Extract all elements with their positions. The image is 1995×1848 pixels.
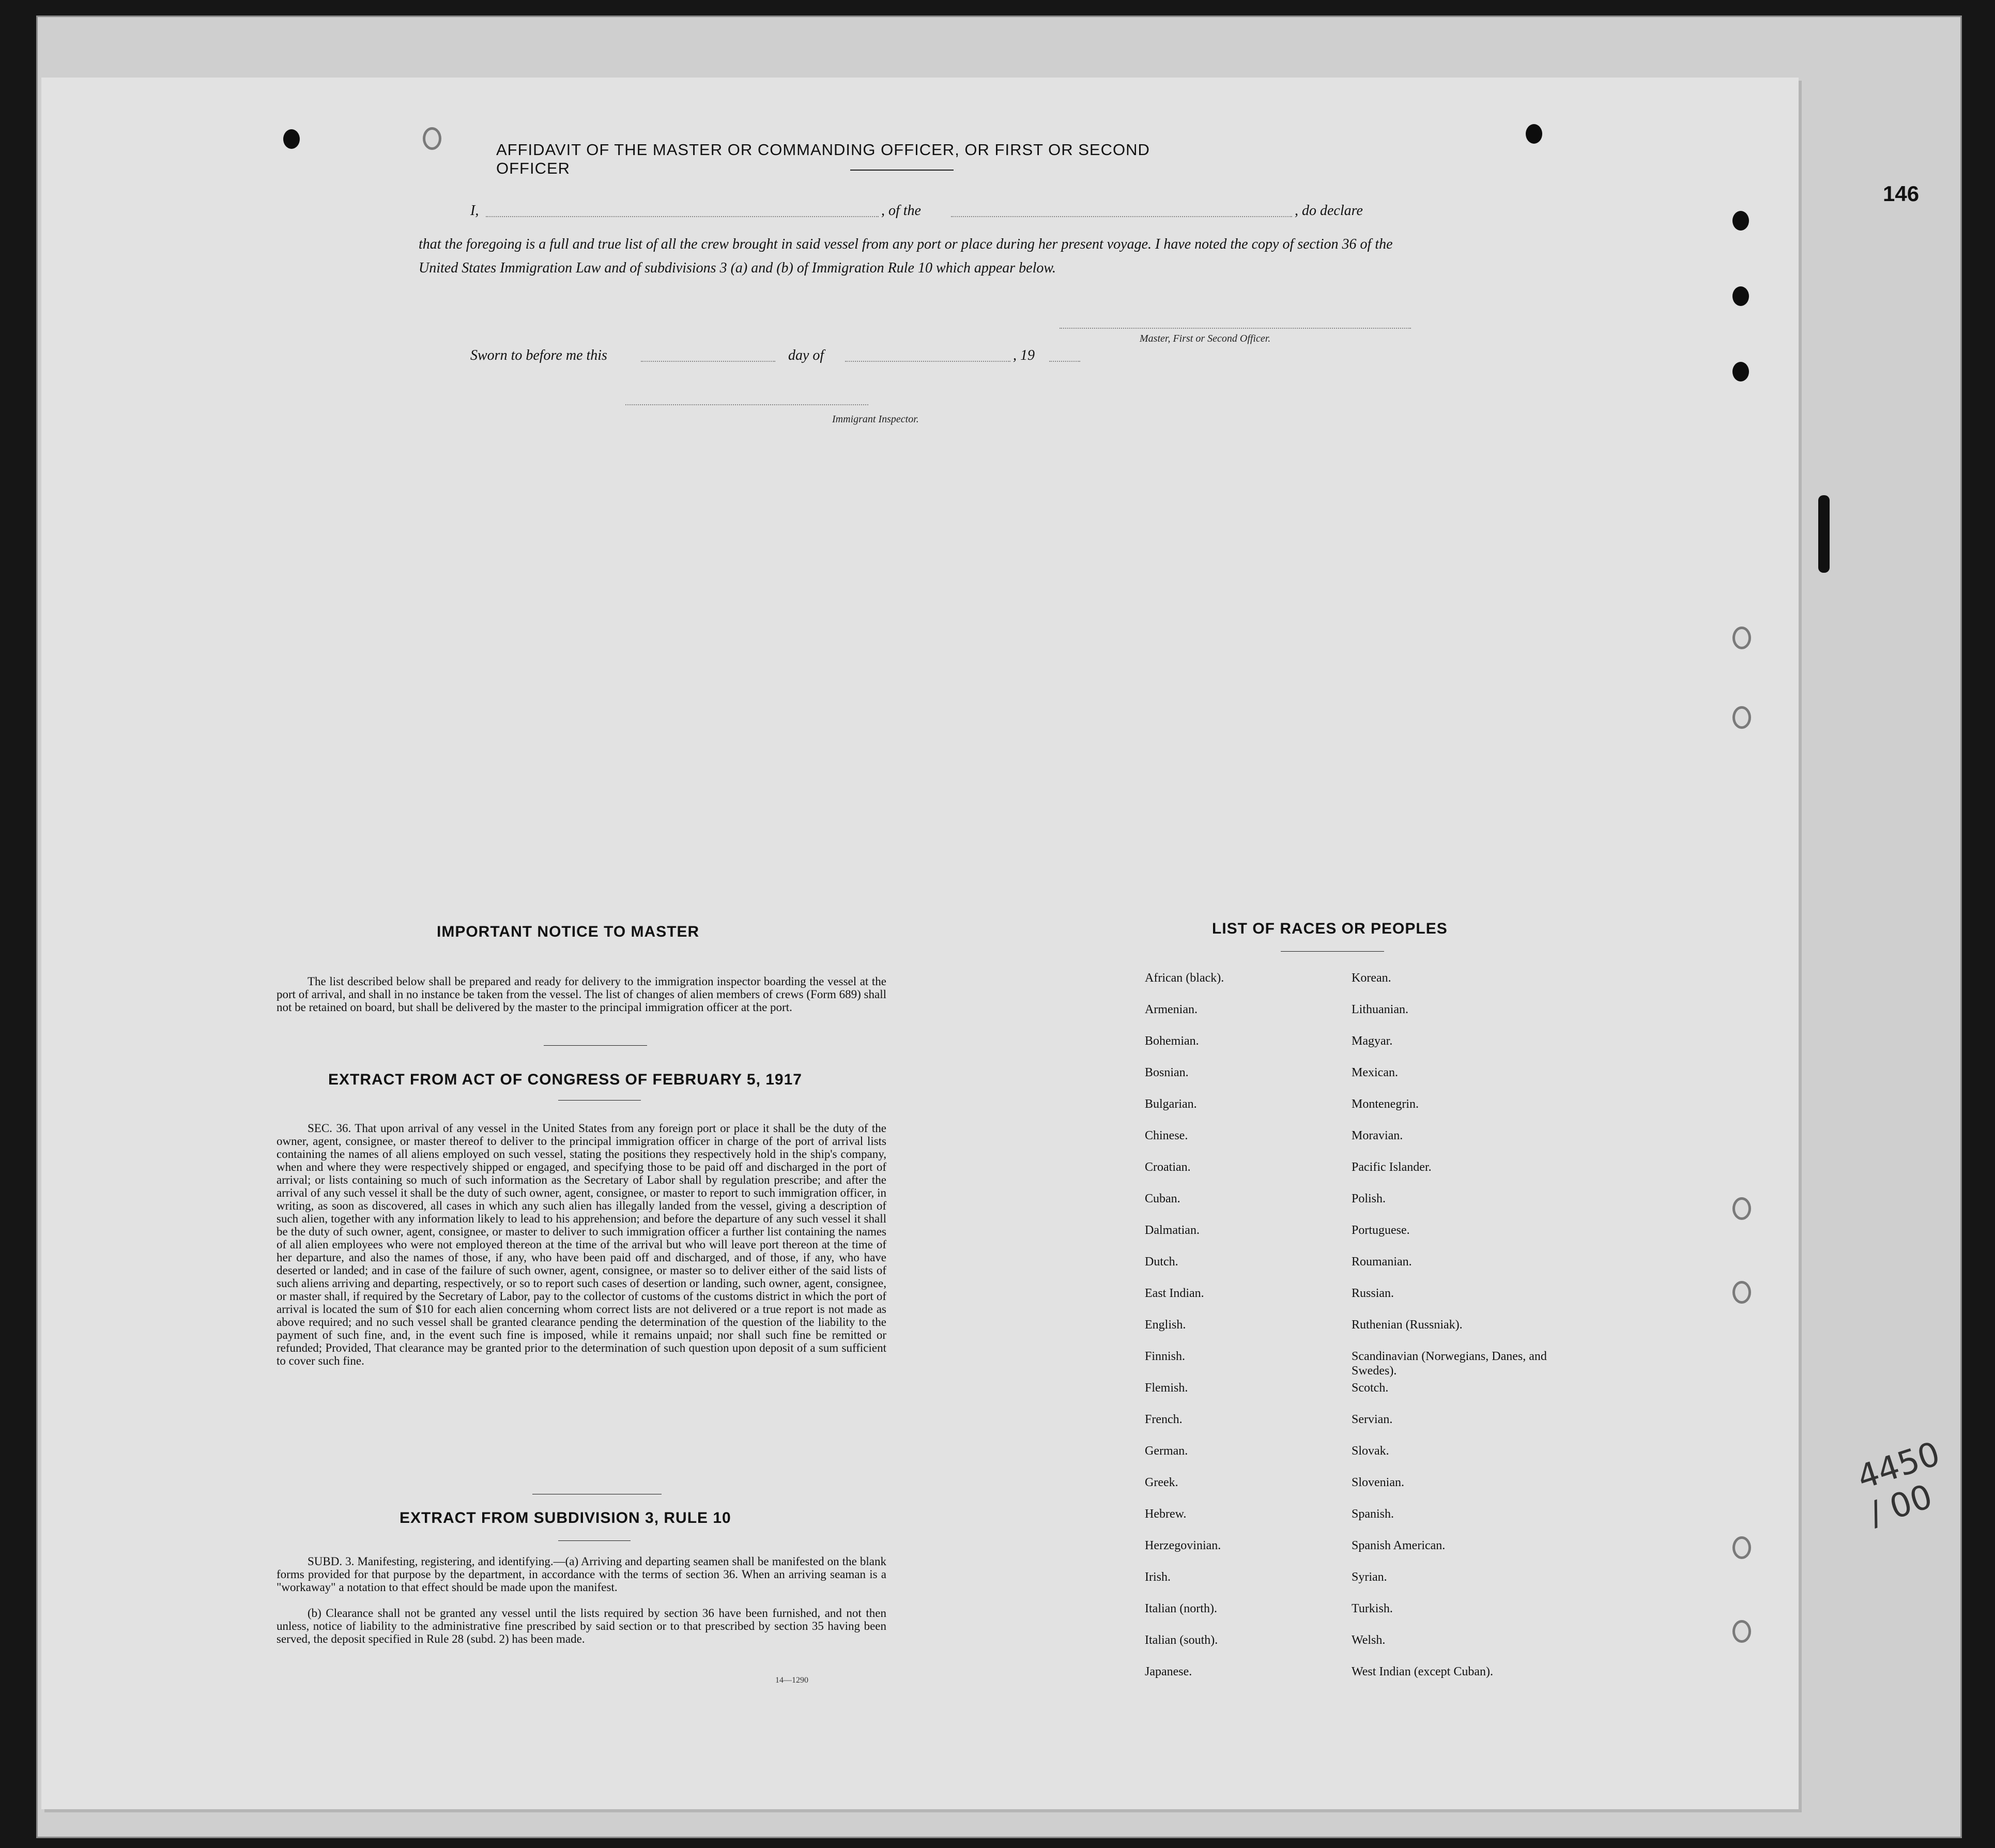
race-list-item: Bulgarian. [1145,1097,1197,1111]
race-list-item: Portuguese. [1352,1224,1410,1237]
race-list-item: Cuban. [1145,1192,1180,1205]
handwritten-margin-note: 4450 / 00 [1852,1434,1945,1534]
race-list-item: Ruthenian (Russniak). [1352,1318,1463,1332]
declaration-i: I, [470,203,479,219]
sworn-month-blank [845,361,1010,362]
race-list-item: German. [1145,1444,1188,1458]
punch-hole [283,129,300,149]
punch-hole [1732,211,1749,231]
race-list-item: Slovenian. [1352,1476,1404,1489]
act-heading: EXTRACT FROM ACT OF CONGRESS OF FEBRUARY 5, 1917 [328,1071,802,1088]
declaration-body: that the foregoing is a full and true list of all the crew brought in said vessel from any port or place during her present voyage. I have noted the copy of section 36 of the United States Immigration Law and of subdivisions 3 (a) and (b) of Immigration Rule 10 which appear below. [419,236,1393,276]
inspector-signature-blank [625,404,868,405]
affidavit-title: AFFIDAVIT OF THE MASTER OR COMMANDING OFFICER, OR FIRST OR SECOND OFFICER [496,141,1150,177]
race-list-item: Croatian. [1145,1160,1191,1174]
punch-hole [1732,706,1751,729]
punch-hole [1732,1197,1751,1220]
race-list-item: Greek. [1145,1476,1178,1489]
race-list-item: Irish. [1145,1570,1171,1584]
notice-rule [544,1045,647,1046]
affidavit-page [41,78,1799,1809]
bleed-through-row [171,517,1773,532]
notice-text: The list described below shall be prepared and ready for delivery to the immigration inspector boarding the vessel at the port of arrival, and shall in no instance be taken from the vessel. The list of changes of alien members of crews (Form 689) shall not be retained on board, but shall be delivered by the master to the principal immigration officer at the port. [277,975,886,1014]
race-list-item: Bosnian. [1145,1066,1189,1079]
race-list-item: West Indian (except Cuban). [1352,1665,1493,1678]
bleed-through-row [171,442,1773,457]
bleed-through-row [171,478,1773,494]
declaration-do-declare: , do declare [1295,203,1363,219]
race-list-item: Turkish. [1352,1602,1393,1615]
punch-hole [1732,286,1749,306]
sworn-day-blank [641,361,775,362]
race-list-item: Welsh. [1352,1633,1386,1647]
sworn-day-of: day of [788,347,824,363]
signature-blank [1060,328,1411,329]
race-list-item: Scotch. [1352,1381,1389,1395]
sworn-text: Sworn to before me this [470,347,607,363]
races-heading: LIST OF RACES OR PEOPLES [1212,920,1448,937]
race-list-item: French. [1145,1413,1183,1426]
race-list-item: Armenian. [1145,1003,1198,1016]
punch-hole [1732,627,1751,649]
sworn-year-blank [1049,361,1080,362]
punch-hole [1732,362,1749,381]
rule-subdivision-b: (b) Clearance shall not be granted any vessel until the lists required by section 36 have been furnished, and not then unless, notice of liability to the administrative fine prescribed by said section or to that prescribed by section 35 having been served, the deposit specified in Rule 28 (subd. 2) has been made. [277,1607,886,1645]
punch-hole [423,127,441,150]
form-number: 14—1290 [775,1676,808,1685]
act-heading-rule [558,1100,641,1101]
vessel-blank [951,216,1292,217]
race-list-item: Russian. [1352,1287,1394,1300]
race-list-item: Bohemian. [1145,1034,1199,1048]
race-list-item: Chinese. [1145,1129,1188,1142]
race-list-item: Italian (north). [1145,1602,1217,1615]
race-list-item: Spanish. [1352,1507,1394,1521]
race-list-item: Montenegrin. [1352,1097,1419,1111]
title-underline [850,170,954,171]
declaration-of-the: , of the [881,203,921,219]
race-list-item: Scandinavian (Norwegians, Danes, and Swedes). [1352,1350,1547,1378]
race-list-item: Lithuanian. [1352,1003,1408,1016]
race-list-item: Dutch. [1145,1255,1178,1269]
rule-heading: EXTRACT FROM SUBDIVISION 3, RULE 10 [400,1509,731,1526]
race-list-item: Dalmatian. [1145,1224,1200,1237]
race-list-item: Slovak. [1352,1444,1389,1458]
notice-heading: IMPORTANT NOTICE TO MASTER [437,923,700,940]
race-list-item: Hebrew. [1145,1507,1187,1521]
race-list-item: African (black). [1145,971,1224,985]
dark-tab-mark [1818,495,1830,573]
rule-heading-rule [558,1540,631,1541]
master-caption: Master, First or Second Officer. [1140,333,1271,344]
race-list-item: East Indian. [1145,1287,1204,1300]
race-list-item: Finnish. [1145,1350,1186,1363]
race-list-item: Roumanian. [1352,1255,1412,1269]
race-list-item: Syrian. [1352,1570,1387,1584]
inspector-caption: Immigrant Inspector. [832,414,919,425]
punch-hole [1732,1281,1751,1304]
race-list-item: Italian (south). [1145,1633,1218,1647]
race-list-item: Pacific Islander. [1352,1160,1432,1174]
race-list-item: English. [1145,1318,1186,1332]
rule-subdivision-a: SUBD. 3. Manifesting, registering, and identifying.—(a) Arriving and departing seamen shall be manifested on the blank forms provided for that purpose by the department, in accordance with the terms of section 36. When an arriving seaman is a "workaway" a notation to that effect should be made upon the manifest. [277,1555,886,1594]
punch-hole [1732,1620,1751,1643]
races-heading-rule [1281,951,1384,952]
race-list-item: Herzegovinian. [1145,1539,1221,1552]
race-list-item: Korean. [1352,971,1391,985]
races-right-column [1352,971,1548,1696]
punch-hole [1732,1536,1751,1559]
race-list-item: Polish. [1352,1192,1386,1205]
race-list-item: Mexican. [1352,1066,1398,1079]
punch-hole [1526,124,1542,144]
race-list-item: Japanese. [1145,1665,1192,1678]
race-list-item: Spanish American. [1352,1539,1446,1552]
race-list-item: Magyar. [1352,1034,1393,1048]
page-number: 146 [1883,181,1920,206]
races-left-column [1145,971,1341,1696]
name-blank [486,216,879,217]
act-section-36: SEC. 36. That upon arrival of any vessel in the United States from any foreign port or place it shall be the duty of the owner, agent, consignee, or master thereof to deliver to the principal immigration officer in charge of the port of arrival lists containing the names of all aliens employed on such vessel, stating the positions they respectively hold in the ship's company, when and where they were respectively shipped or engaged, and specifying those to be paid off and discharged in the port of arrival; or lists containing so much of such information as the Secretary of Labor shall by regulation prescribe; and after the arrival of any such vessel it shall be the duty of such owner, agent, consignee, or master to report to such immigration officer, in writing, as soon as discovered, all cases in which any such alien has illegally landed from the vessel, giving a description of such alien, together with any information likely to lead to his apprehension; and before the departure of any such vessel it shall be the duty of such owner, agent, consignee, or master to deliver to such immigration officer a further list containing the names of all alien employees who were not employed thereon at the time of the arrival but who will leave port thereon at the time of her departure, and also the names of those, if any, who have been paid off and discharged, and of those, if any, who have deserted or landed; and in case of the failure of such owner, agent, consignee, or master so to deliver either of the said lists of such aliens arriving and departing, respectively, or so to report such cases of desertion or landing, such owner, agent, consignee, or master shall, if required by the Secretary of Labor, pay to the collector of customs of the customs district in which the port of arrival is located the sum of $10 for each alien concerning whom correct lists are not delivered or a true report is not made as above required; and no such vessel shall be granted clearance pending the determination of the question of the liability to the payment of such fine, and, in the event such fine is imposed, while it remains unpaid; nor shall such fine be remitted or refunded; Provided, That clearance may be granted prior to the determination of such question upon deposit of a sum sufficient to cover such fine. [277,1122,886,1367]
race-list-item: Flemish. [1145,1381,1188,1395]
race-list-item: Servian. [1352,1413,1393,1426]
race-list-item: Moravian. [1352,1129,1403,1142]
sworn-year: , 19 [1013,347,1035,363]
